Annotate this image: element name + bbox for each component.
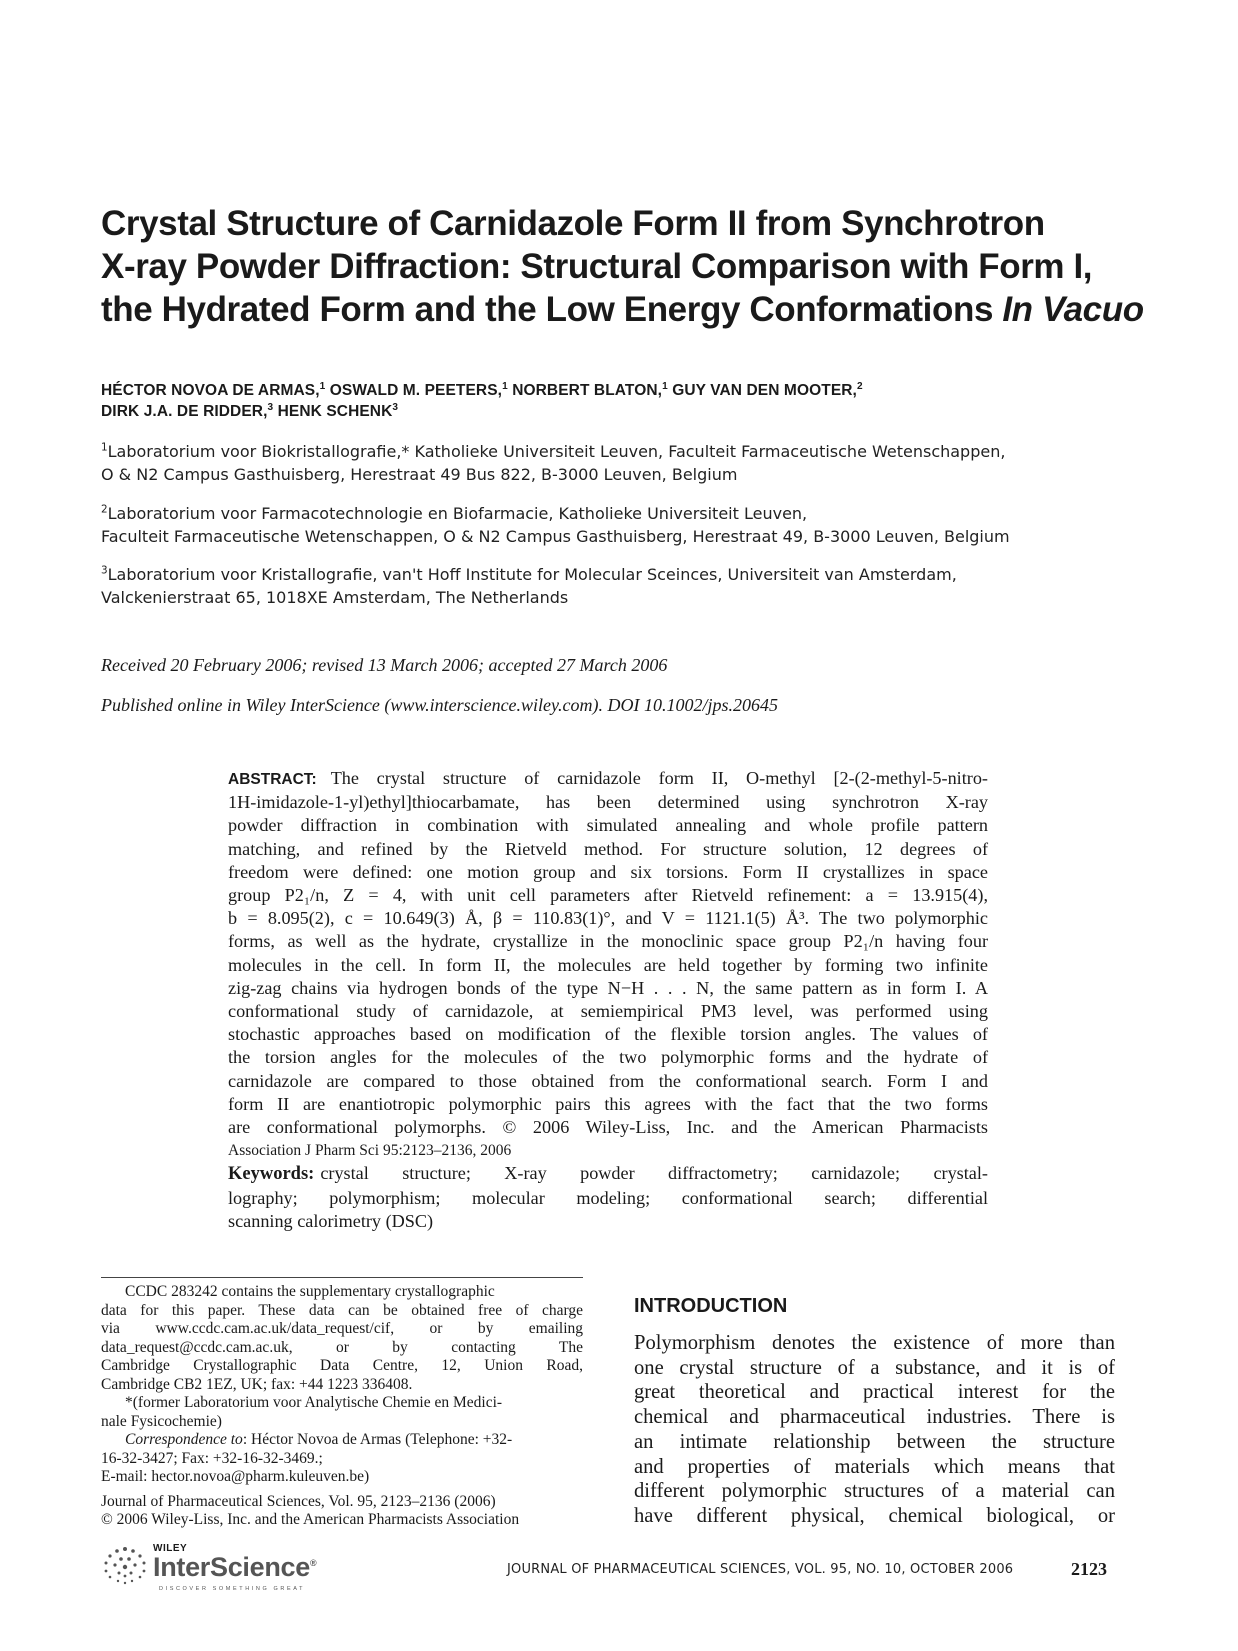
abstract-line: molecules in the cell. In form II, the molecules are held together by forming two infinite bbox=[228, 954, 988, 975]
affiliation-line: Laboratorium voor Kristallografie, van't Hoff Institute for Molecular Sceinces, Universiteit van Amsterdam, bbox=[107, 565, 957, 584]
globe-dots-icon bbox=[101, 1545, 149, 1585]
author-affil-sup: 1 bbox=[319, 380, 326, 392]
keywords-line: crystal structure; X-ray powder diffractometry; carnidazole; crystal- bbox=[320, 1163, 988, 1184]
correspondence-email: E-mail: hector.novoa@pharm.kuleuven.be) bbox=[101, 1468, 370, 1485]
abstract-line: The crystal structure of carnidazole form II, O-methyl [2-(2-methyl-5-nitro- bbox=[330, 768, 988, 788]
introduction-line: different polymorphic structures of a material can bbox=[634, 1480, 1115, 1503]
abstract-line: zig-zag chains via hydrogen bonds of the type N−H . . . N, the same pattern as in form I. A bbox=[228, 977, 988, 998]
title-line-3 bbox=[101, 288, 1161, 331]
abstract-line: b = 8.095(2), c = 10.649(3) Å, β = 110.83(1)°, and V = 1121.1(5) Å³. The two polymorphic bbox=[228, 908, 988, 929]
introduction-line: have different physical, chemical biological, or bbox=[634, 1504, 1115, 1527]
abstract-line: conformational study of carnidazole, at semiempirical PM3 level, was performed using bbox=[228, 1001, 988, 1022]
author-name: GUY VAN DEN MOOTER, bbox=[667, 382, 857, 399]
abstract-line: the torsion angles for the molecules of the two polymorphic forms and the hydrate of bbox=[228, 1047, 988, 1068]
author-affil-sup: 1 bbox=[662, 380, 668, 392]
introduction-line: one crystal structure of a substance, and it is of bbox=[634, 1356, 1115, 1379]
article-title bbox=[101, 202, 1161, 331]
correspondence-line: : Héctor Novoa de Armas (Telephone: +32- bbox=[242, 1431, 513, 1448]
author-name: HÉCTOR NOVOA DE ARMAS, bbox=[101, 382, 320, 399]
abstract-line: 1H-imidazole-1-yl)ethyl]thiocarbamate, has been determined using synchrotron X-ray bbox=[228, 792, 988, 813]
author-name: OSWALD M. PEETERS, bbox=[325, 382, 503, 399]
logo-name-text: InterScience bbox=[153, 1552, 310, 1582]
logo-name bbox=[153, 1552, 316, 1583]
abstract-line: form II are enantiotropic polymorphic pairs this agrees with the fact that the two forms bbox=[228, 1093, 988, 1114]
affiliation-line: Faculteit Farmaceutische Wetenschappen, O & N2 Campus Gasthuisberg, Herestraat 49, B-3000 Leuven, Belgium bbox=[101, 527, 1010, 546]
abstract-citation-line: Association J Pharm Sci 95:2123–2136, 2006 bbox=[228, 1142, 512, 1160]
logo-tagline: DISCOVER SOMETHING GREAT bbox=[159, 1586, 306, 1592]
introduction-line: chemical and pharmaceutical industries. There is bbox=[634, 1406, 1115, 1429]
title-line-3-main: the Hydrated Form and the Low Energy Conformations bbox=[101, 290, 1003, 329]
abstract-line: freedom were defined: one motion group and six torsions. Form II crystallizes in space bbox=[228, 861, 988, 882]
abstract bbox=[228, 767, 988, 1233]
ccdc-note-line: Cambridge CB2 1EZ, UK; fax: +44 1223 336408. bbox=[101, 1375, 413, 1393]
affiliation-sup: 2 bbox=[101, 503, 108, 516]
correspondence-line: 16-32-3427; Fax: +32-16-32-3469.; bbox=[101, 1449, 323, 1467]
author-name: HENK SCHENK bbox=[273, 403, 393, 420]
wiley-interscience-logo bbox=[101, 1541, 341, 1593]
title-line-2: X-ray Powder Diffraction: Structural Comparison with Form I, bbox=[101, 247, 1093, 286]
abstract-copyright-line: are conformational polymorphs. © 2006 Wiley-Liss, Inc. and the American Pharmacists bbox=[228, 1117, 988, 1138]
footnotes bbox=[101, 1283, 583, 1530]
ccdc-note-line: data_request@ccdc.cam.ac.uk, or by contacting The bbox=[101, 1338, 583, 1356]
keywords-heading: Keywords: bbox=[228, 1164, 315, 1185]
journal-copyright-line: © 2006 Wiley-Liss, Inc. and the American Pharmacists Association bbox=[101, 1511, 520, 1528]
affiliation-1 bbox=[101, 440, 1005, 486]
introduction-line: Polymorphism denotes the existence of more than bbox=[634, 1332, 1115, 1354]
author-name: NORBERT BLATON, bbox=[507, 382, 663, 399]
introduction-heading: INTRODUCTION bbox=[634, 1295, 788, 1317]
abstract-line: forms, as well as the hydrate, crystallize in the monoclinic space group P2₁/n having four bbox=[228, 931, 988, 952]
abstract-line: powder diffraction in combination with simulated annealing and whole profile pattern bbox=[228, 815, 988, 836]
logo-publisher: WILEY bbox=[153, 1543, 188, 1554]
introduction-text bbox=[634, 1331, 1115, 1529]
title-line-3-italic: In Vacuo bbox=[1002, 290, 1144, 329]
affiliation-line: Laboratorium voor Biokristallografie,* Katholieke Universiteit Leuven, Faculteit Farmaceutische Wetenschappen, bbox=[107, 442, 1006, 461]
introduction-line: and properties of materials which means that bbox=[634, 1455, 1115, 1478]
affiliation-2 bbox=[101, 502, 1010, 548]
former-note-line: nale Fysicochemie) bbox=[101, 1412, 222, 1430]
author-line-2 bbox=[101, 401, 863, 422]
affiliation-3 bbox=[101, 563, 957, 609]
author-list bbox=[101, 380, 863, 422]
running-footer: JOURNAL OF PHARMACEUTICAL SCIENCES, VOL. 95, NO. 10, OCTOBER 2006 bbox=[507, 1562, 1014, 1577]
keywords-line: scanning calorimetry (DSC) bbox=[228, 1210, 434, 1231]
affiliation-line: Laboratorium voor Farmacotechnologie en Biofarmacie, Katholieke Universiteit Leuven, bbox=[107, 504, 808, 523]
introduction-line: an intimate relationship between the structure bbox=[634, 1430, 1115, 1453]
author-name: DIRK J.A. DE RIDDER, bbox=[101, 403, 268, 420]
ccdc-note-line: Cambridge Crystallographic Data Centre, 12, Union Road, bbox=[101, 1357, 583, 1374]
affiliation-sup: 1 bbox=[101, 441, 108, 454]
author-affil-sup: 1 bbox=[502, 380, 508, 392]
affiliation-sup: 3 bbox=[101, 564, 108, 577]
published-online: Published online in Wiley InterScience (www.interscience.wiley.com). DOI 10.1002/jps.20645 bbox=[101, 695, 779, 715]
author-affil-sup: 3 bbox=[267, 401, 274, 413]
received-dates: Received 20 February 2006; revised 13 March 2006; accepted 27 March 2006 bbox=[101, 655, 668, 675]
affiliation-line: Valckenierstraat 65, 1018XE Amsterdam, The Netherlands bbox=[101, 588, 569, 607]
keywords-line: lography; polymorphism; molecular modeling; conformational search; differential bbox=[228, 1187, 988, 1208]
footnote-divider bbox=[101, 1277, 583, 1278]
abstract-line: matching, and refined by the Rietveld method. For structure solution, 12 degrees of bbox=[228, 838, 988, 859]
ccdc-note-line: CCDC 283242 contains the supplementary crystallographic bbox=[125, 1283, 495, 1300]
former-note-line: *(former Laboratorium voor Analytische Chemie en Medici- bbox=[125, 1394, 503, 1411]
abstract-line: stochastic approaches based on modification of the flexible torsion angles. The values of bbox=[228, 1024, 988, 1045]
introduction-line: great theoretical and practical interest for the bbox=[634, 1381, 1115, 1404]
affiliation-line: O & N2 Campus Gasthuisberg, Herestraat 49 Bus 822, B-3000 Leuven, Belgium bbox=[101, 465, 738, 484]
author-line-1 bbox=[101, 380, 863, 401]
journal-citation-line: Journal of Pharmaceutical Sciences, Vol. 95, 2123–2136 (2006) bbox=[101, 1492, 496, 1510]
correspondence-label: Correspondence to bbox=[125, 1431, 243, 1448]
abstract-line: group P2₁/n, Z = 4, with unit cell parameters after Rietveld refinement: a = 13.915(4), bbox=[228, 885, 988, 906]
ccdc-note-line: data for this paper. These data can be obtained free of charge bbox=[101, 1301, 583, 1319]
registered-mark: ® bbox=[309, 1558, 317, 1568]
author-affil-sup: 2 bbox=[856, 380, 863, 392]
title-line-1: Crystal Structure of Carnidazole Form II from Synchrotron bbox=[101, 204, 1045, 243]
ccdc-note-line: via www.ccdc.cam.ac.uk/data_request/cif, or by emailing bbox=[101, 1320, 583, 1337]
page-number: 2123 bbox=[1071, 1559, 1107, 1579]
abstract-heading: ABSTRACT: bbox=[228, 771, 317, 788]
author-affil-sup: 3 bbox=[392, 401, 399, 413]
abstract-line: carnidazole are compared to those obtained from the conformational search. Form I and bbox=[228, 1070, 988, 1091]
